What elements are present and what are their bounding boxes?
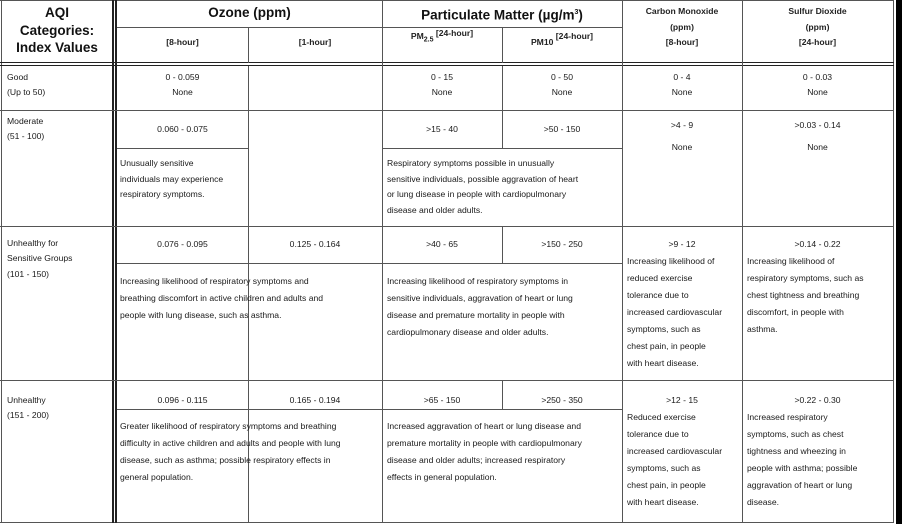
desc-line: symptoms, such as chest: [747, 429, 844, 439]
row-good-so2: [742, 70, 893, 101]
pm25-label: PM: [410, 31, 424, 41]
so2-title: Sulfur Dioxide: [788, 6, 847, 16]
row-line-good: [0, 110, 894, 111]
note: None: [431, 87, 453, 98]
row-usg-category: [7, 236, 111, 282]
row-usg-co-value: >9 - 12: [668, 239, 696, 249]
value: 0 - 0.059: [165, 72, 200, 82]
header-pm25: [382, 30, 502, 47]
pm25-sub: 2.5: [423, 36, 434, 44]
so2-period: [24-hour]: [798, 37, 837, 47]
category-range: (101 - 150): [7, 268, 50, 279]
header-aqi-categories: [2, 4, 112, 57]
row-unhealthy-ozone-desc: [120, 418, 382, 486]
desc-line: chest tightness and breathing: [747, 290, 860, 300]
usg-o3-inner: [117, 263, 622, 264]
desc-line: people with asthma; possible: [747, 463, 858, 473]
desc-line: effects in general population.: [387, 472, 497, 482]
row-good-category: [7, 70, 111, 101]
header-carbon-monoxide: [622, 4, 742, 51]
desc-line: individuals may experience: [120, 173, 224, 184]
pm-title-text: Particulate Matter (µg/m: [421, 7, 575, 23]
header-divider: [0, 62, 894, 63]
desc-line: disease and older adults.: [387, 204, 483, 215]
header-divider-2: [0, 65, 894, 66]
desc-line: Increased respiratory: [747, 412, 828, 422]
row-moderate-category: [7, 114, 111, 145]
desc-line: people with lung disease, such as asthma.: [120, 310, 282, 320]
unh-o3-inner: [117, 409, 622, 410]
moderate-pm-inner: [382, 148, 622, 149]
desc-line: Greater likelihood of respiratory symptoms and breathing: [120, 421, 337, 431]
row-good-pm25: [382, 70, 502, 101]
desc-line: Increasing likelihood of: [747, 256, 835, 266]
desc-line: discomfort, in people with: [747, 307, 844, 317]
header-aqi-line1: AQI: [44, 5, 69, 20]
value: >4 - 9: [670, 120, 694, 130]
co-period: [8-hour]: [665, 37, 699, 47]
desc-line: sensitive individuals, aggravation of heart or lung: [387, 293, 573, 303]
page-edge: [896, 0, 902, 524]
note: None: [172, 87, 193, 98]
value: 0 - 0.03: [802, 72, 833, 82]
desc-line: or lung disease in people with cardiopulmonary: [387, 189, 567, 200]
desc-line: chest pain, in people: [627, 480, 706, 490]
row-line-moderate: [0, 226, 894, 227]
row-unhealthy-so2-desc: [747, 409, 892, 511]
row-usg-ozone-1hr: 0.125 - 0.164: [289, 239, 341, 249]
border-top: [0, 0, 894, 1]
note: None: [671, 142, 693, 152]
co-title: Carbon Monoxide: [645, 6, 719, 16]
desc-line: Increasing likelihood of respiratory symptoms and: [120, 276, 309, 286]
pm25-period: [24-hour]: [435, 28, 474, 38]
desc-line: symptoms, such as: [627, 324, 701, 334]
header-ozone-1hr: [1-hour]: [298, 37, 332, 47]
row-usg-pm10: >150 - 250: [541, 239, 583, 249]
row-moderate-pm-desc: [387, 156, 621, 218]
row-unhealthy-so2-value: >0.22 - 0.30: [794, 395, 841, 405]
value: >0.03 - 0.14: [794, 120, 841, 130]
desc-line: reduced exercise: [627, 273, 693, 283]
desc-line: symptoms, such as: [627, 463, 701, 473]
row-good-ozone-8hr: [117, 70, 248, 101]
desc-line: Increasing likelihood of: [627, 256, 715, 266]
border-left: [1, 0, 2, 523]
header-sulfur-dioxide: [742, 4, 893, 51]
category-label: Good: [7, 72, 29, 82]
note: None: [671, 87, 693, 98]
row-unhealthy-category: [7, 393, 111, 424]
desc-line: Respiratory symptoms possible in unusually: [387, 158, 555, 168]
header-aqi-line2: Categories:: [19, 22, 95, 38]
desc-line: disease, such as asthma; possible respiratory effects in: [120, 455, 331, 465]
aqi-divider: [112, 0, 114, 523]
row-usg-so2-value: >0.14 - 0.22: [794, 239, 841, 249]
row-unhealthy-co-desc: [627, 409, 742, 511]
desc-line: increased cardiovascular: [627, 446, 723, 456]
row-usg-so2-desc: [747, 253, 892, 338]
row-good-co: [622, 70, 742, 101]
desc-line: cardiopulmonary disease and older adults.: [387, 327, 549, 337]
border-bottom: [0, 522, 894, 523]
desc-line: increased cardiovascular: [627, 307, 723, 317]
category-range: (Up to 50): [7, 87, 46, 98]
category-range: (151 - 200): [7, 410, 50, 421]
desc-line: Reduced exercise: [627, 412, 696, 422]
desc-line: breathing discomfort in active children and adults and: [120, 293, 324, 303]
category-label: Unhealthy: [7, 395, 46, 405]
desc-line: general population.: [120, 472, 194, 482]
value: 0 - 50: [551, 72, 573, 82]
note: None: [807, 142, 828, 152]
row-moderate-so2: [742, 114, 893, 158]
row-unhealthy-ozone-8hr: 0.096 - 0.115: [157, 395, 208, 405]
desc-line: sensitive individuals, possible aggravation of heart: [387, 173, 579, 184]
desc-line: respiratory symptoms, such as: [747, 273, 864, 283]
co-unit: (ppm): [670, 21, 694, 32]
desc-line: tolerance due to: [627, 429, 689, 439]
desc-line: aggravation of heart or lung: [747, 480, 853, 490]
note: None: [807, 87, 828, 98]
moderate-o3-inner: [117, 148, 248, 149]
category-label: Unhealthy for: [7, 238, 59, 248]
row-good-pm10: [502, 70, 622, 101]
so2-unit: (ppm): [805, 21, 830, 32]
row-usg-co-desc: [627, 253, 742, 372]
row-moderate-co: [622, 114, 742, 158]
note: None: [551, 87, 573, 98]
header-ozone-8hr: [8-hour]: [166, 37, 199, 47]
row-line-usg: [0, 380, 894, 381]
desc-line: with heart disease.: [627, 497, 699, 507]
desc-line: Increased aggravation of heart or lung disease and: [387, 421, 581, 431]
row-unhealthy-pm-desc: [387, 418, 621, 486]
row-unhealthy-pm25: >65 - 150: [423, 395, 461, 405]
desc-line: Increasing likelihood of respiratory symptoms in: [387, 276, 569, 286]
desc-line: premature mortality in people with cardiopulmonary: [387, 438, 582, 448]
row-usg-pm-desc: [387, 273, 621, 341]
row-moderate-ozone-8hr: 0.060 - 0.075: [157, 124, 208, 134]
pm10-label: PM10: [530, 37, 554, 47]
header-aqi-line3: Index Values: [16, 40, 98, 55]
desc-line: respiratory symptoms.: [120, 189, 205, 200]
desc-line: asthma.: [747, 324, 778, 334]
desc-line: difficulty in active children and adults and people with lung: [120, 438, 341, 448]
row-usg-ozone-desc: [120, 273, 380, 324]
border-right: [893, 0, 894, 523]
row-unhealthy-ozone-1hr: 0.165 - 0.194: [289, 395, 341, 405]
category-label: Sensitive Groups: [7, 253, 73, 264]
header-ozone: Ozone (ppm): [208, 5, 291, 20]
pm10-period: [24-hour]: [555, 31, 594, 41]
desc-line: disease and premature mortality in people with: [387, 310, 565, 320]
desc-line: chest pain, in people: [627, 341, 706, 351]
desc-line: Unusually sensitive: [120, 158, 194, 168]
row-unhealthy-co-value: >12 - 15: [666, 395, 698, 405]
row-usg-pm25: >40 - 65: [426, 239, 458, 249]
header-pm10: [502, 33, 622, 45]
pm-title-suffix: ): [578, 7, 583, 23]
row-moderate-pm10: >50 - 150: [543, 124, 581, 134]
desc-line: disease.: [747, 497, 780, 507]
header-subline: [117, 27, 622, 28]
value: 0 - 15: [431, 72, 453, 82]
desc-line: tightness and wheezing in: [747, 446, 846, 456]
pm-title-sup: 3: [574, 9, 579, 16]
desc-line: with heart disease.: [627, 358, 699, 368]
category-range: (51 - 100): [7, 131, 45, 142]
row-unhealthy-pm10: >250 - 350: [541, 395, 583, 405]
row-moderate-pm25: >15 - 40: [426, 124, 458, 134]
category-label: Moderate: [7, 116, 44, 126]
row-usg-ozone-8hr: 0.076 - 0.095: [157, 239, 208, 249]
value: 0 - 4: [673, 72, 691, 82]
desc-line: disease and older adults; increased respiratory: [387, 455, 566, 465]
header-particulate-matter: [382, 4, 622, 24]
row-moderate-ozone-desc: [120, 156, 246, 203]
desc-line: tolerance due to: [627, 290, 689, 300]
